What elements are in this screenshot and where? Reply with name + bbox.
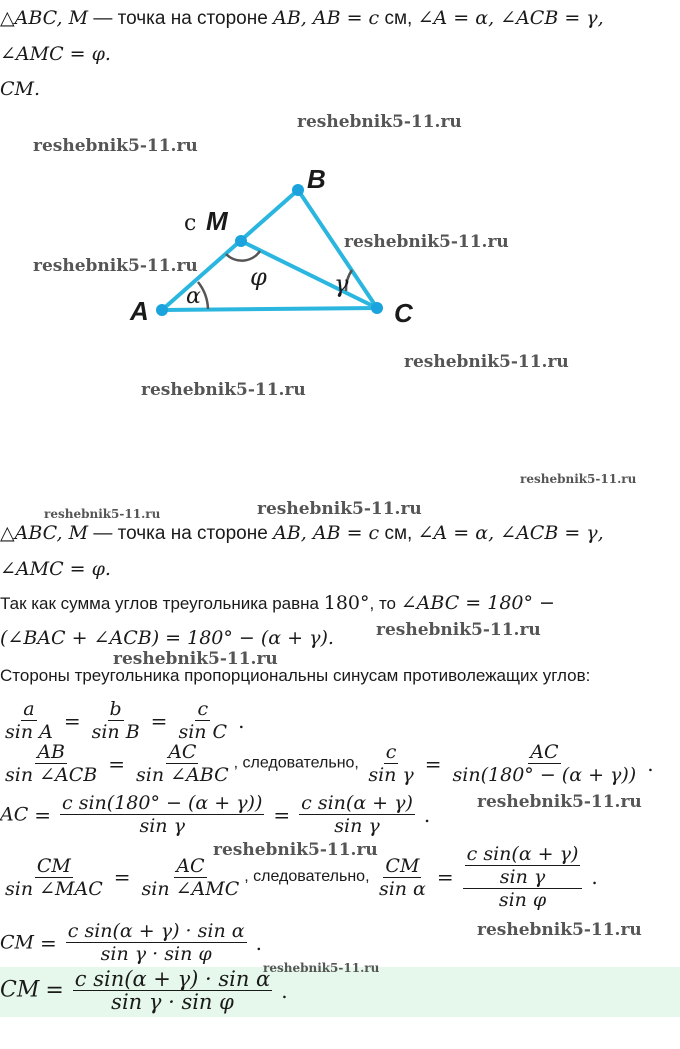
frac-nested <box>463 843 583 911</box>
watermark-12: reshebnik5-11.ru <box>477 792 642 812</box>
formula-2-lhs: AC <box>0 803 29 826</box>
frac-CM-sinMAC <box>3 855 105 900</box>
frac-answer <box>73 968 272 1013</box>
eq-sign: = <box>436 865 454 889</box>
frac-num: AB <box>37 741 65 763</box>
frac-den: sin ∠AMC <box>141 877 240 900</box>
point-A <box>156 304 168 316</box>
frac-den: sin A <box>5 721 53 743</box>
watermark-14: reshebnik5-11.ru <box>477 920 642 940</box>
eq-sign: = <box>113 865 131 889</box>
formula-2 <box>0 792 436 837</box>
frac-den: sin γ <box>334 815 380 837</box>
side-AB <box>162 190 298 310</box>
label-A: A <box>130 296 149 326</box>
eq-sign: = <box>63 708 81 733</box>
frac-num: AC <box>168 741 197 763</box>
angle-gamma-label: γ <box>334 270 349 298</box>
frac-den: sin φ <box>498 889 547 911</box>
given-text-2: см, <box>379 523 418 544</box>
period: . <box>647 751 654 776</box>
condition-text-1: — точка на стороне <box>88 8 274 29</box>
answer-lhs: CM <box>0 977 40 1003</box>
step-2-label: Стороны треугольника пропорциональны синусам противолежащих углов: <box>0 666 591 685</box>
eq-sign: = <box>424 751 442 776</box>
given-angle: ∠AMC = φ. <box>0 558 111 580</box>
frac-num: c sin(180° − (α + γ)) <box>62 792 263 814</box>
watermark-9: reshebnik5-11.ru <box>257 499 422 519</box>
solution-given-2 <box>0 557 111 582</box>
point-B <box>292 184 304 196</box>
frac-num: b <box>109 698 122 720</box>
frac-num: c sin(α + γ) · sin α <box>67 920 245 942</box>
frac-den: sin α <box>378 877 426 900</box>
frac-num: CM <box>385 854 420 877</box>
frac-den: sin ∠ABC <box>136 764 229 786</box>
watermark-2: reshebnik5-11.ru <box>33 136 198 156</box>
watermark-6: reshebnik5-11.ru <box>141 380 306 400</box>
step-1-formula: (∠BAC + ∠ACB) = 180° − (α + γ). <box>0 627 334 649</box>
find-value: CM. <box>0 78 41 100</box>
frac-num: c <box>197 698 209 720</box>
formula-1 <box>0 741 660 786</box>
given-math-3: ∠A = α, ∠ACB = γ, <box>417 522 604 544</box>
watermark-1: reshebnik5-11.ru <box>297 112 462 132</box>
nested-inner-num: c sin(α + γ) <box>466 843 579 865</box>
frac-AC-sin180 <box>451 741 639 786</box>
formula-4-lhs: CM <box>0 931 34 954</box>
eq-sign: = <box>273 802 291 827</box>
frac-num: CM <box>36 854 71 877</box>
arc-phi <box>226 251 260 261</box>
formula-1-text: , следовательно, <box>233 754 364 772</box>
watermark-3: reshebnik5-11.ru <box>344 232 509 252</box>
angle-alpha-label: α <box>186 284 201 309</box>
watermark-4: reshebnik5-11.ru <box>33 256 198 276</box>
step-1-text: Так как сумма углов треугольника равна <box>0 594 324 613</box>
answer-formula <box>0 968 294 1013</box>
formula-4 <box>0 920 268 965</box>
step-1-line-2 <box>0 626 334 651</box>
frac-den: sin ∠ACB <box>5 764 98 786</box>
frac-f2-2 <box>299 792 415 837</box>
point-M <box>235 235 247 247</box>
watermark-10: reshebnik5-11.ru <box>376 620 541 640</box>
period: . <box>255 930 262 955</box>
watermark-13: reshebnik5-11.ru <box>213 840 378 860</box>
condition-line-1 <box>0 6 604 31</box>
frac-a-sinA <box>3 698 55 743</box>
frac-nested-num <box>463 843 583 889</box>
step-2-text <box>0 664 590 688</box>
given-text-1: — точка на стороне <box>88 523 274 544</box>
frac-num: AC <box>530 741 559 763</box>
step-1-line-1 <box>0 591 555 616</box>
given-math-2: AB, AB = c <box>273 522 380 544</box>
formula-3 <box>0 843 604 911</box>
label-B: B <box>307 164 326 194</box>
watermark-5: reshebnik5-11.ru <box>404 352 569 372</box>
frac-AC-sinAMC <box>140 855 242 900</box>
watermark-15: reshebnik5-11.ru <box>263 961 380 975</box>
frac-num: c <box>385 741 397 763</box>
step-1-math-2: ∠ABC = 180° − <box>400 592 555 614</box>
watermark-8: reshebnik5-11.ru <box>44 507 161 521</box>
eq-sign: = <box>108 751 126 776</box>
frac-den: sin(180° − (α + γ)) <box>452 764 637 786</box>
condition-angle: ∠AMC = φ. <box>0 43 111 65</box>
eq-sign: = <box>34 802 52 827</box>
label-M: M <box>206 206 228 236</box>
formula-3-text: , следовательно, <box>244 868 374 885</box>
watermark-11: reshebnik5-11.ru <box>113 649 278 669</box>
frac-num: c sin(α + γ) <box>301 792 413 814</box>
period: . <box>591 865 598 889</box>
find-line <box>0 77 40 102</box>
point-C <box>371 302 383 314</box>
frac-den: sin ∠MAC <box>5 877 103 900</box>
frac-c-sinC <box>176 698 229 743</box>
frac-CM-sina <box>377 855 428 900</box>
frac-den: sin B <box>91 721 140 743</box>
frac-AB-sinACB <box>3 741 99 786</box>
frac-f4 <box>66 920 247 965</box>
label-M-prefix: c <box>184 211 197 236</box>
condition-text-2: см, <box>379 8 418 29</box>
frac-f2-1 <box>60 792 264 837</box>
eq-sign: = <box>150 708 168 733</box>
step-1-math: 180° <box>323 592 370 614</box>
solution-given-1 <box>0 521 604 546</box>
frac-den: sin γ · sin φ <box>111 990 234 1014</box>
condition-math-2: AB, AB = c <box>273 7 380 29</box>
frac-c-sing <box>366 741 415 786</box>
law-of-sines <box>0 698 250 743</box>
frac-num: a <box>23 698 35 720</box>
period: . <box>423 802 431 827</box>
frac-den: sin γ · sin φ <box>100 943 212 965</box>
given-math-1: △ABC, M <box>0 522 89 544</box>
frac-den: sin γ <box>139 815 185 837</box>
condition-line-2 <box>0 42 111 67</box>
period: . <box>281 978 288 1003</box>
frac-AC-sinABC <box>134 741 231 786</box>
frac-b-sinB <box>90 698 142 743</box>
frac-num: AC <box>176 854 205 877</box>
nested-inner-den: sin γ <box>499 866 546 888</box>
period: . <box>238 708 245 733</box>
eq-sign: = <box>40 930 57 955</box>
label-C: C <box>394 298 413 328</box>
condition-math-1: △ABC, M <box>0 7 89 29</box>
condition-math-3: ∠A = α, ∠ACB = γ, <box>417 7 604 29</box>
step-1-text-2: , то <box>369 594 401 613</box>
watermark-7: reshebnik5-11.ru <box>520 472 637 486</box>
eq-sign: = <box>45 977 64 1003</box>
angle-phi-label: φ <box>250 263 267 291</box>
frac-den: sin C <box>178 721 228 743</box>
frac-den: sin γ <box>368 764 414 786</box>
frac-num: c sin(α + γ) · sin α <box>74 967 271 991</box>
